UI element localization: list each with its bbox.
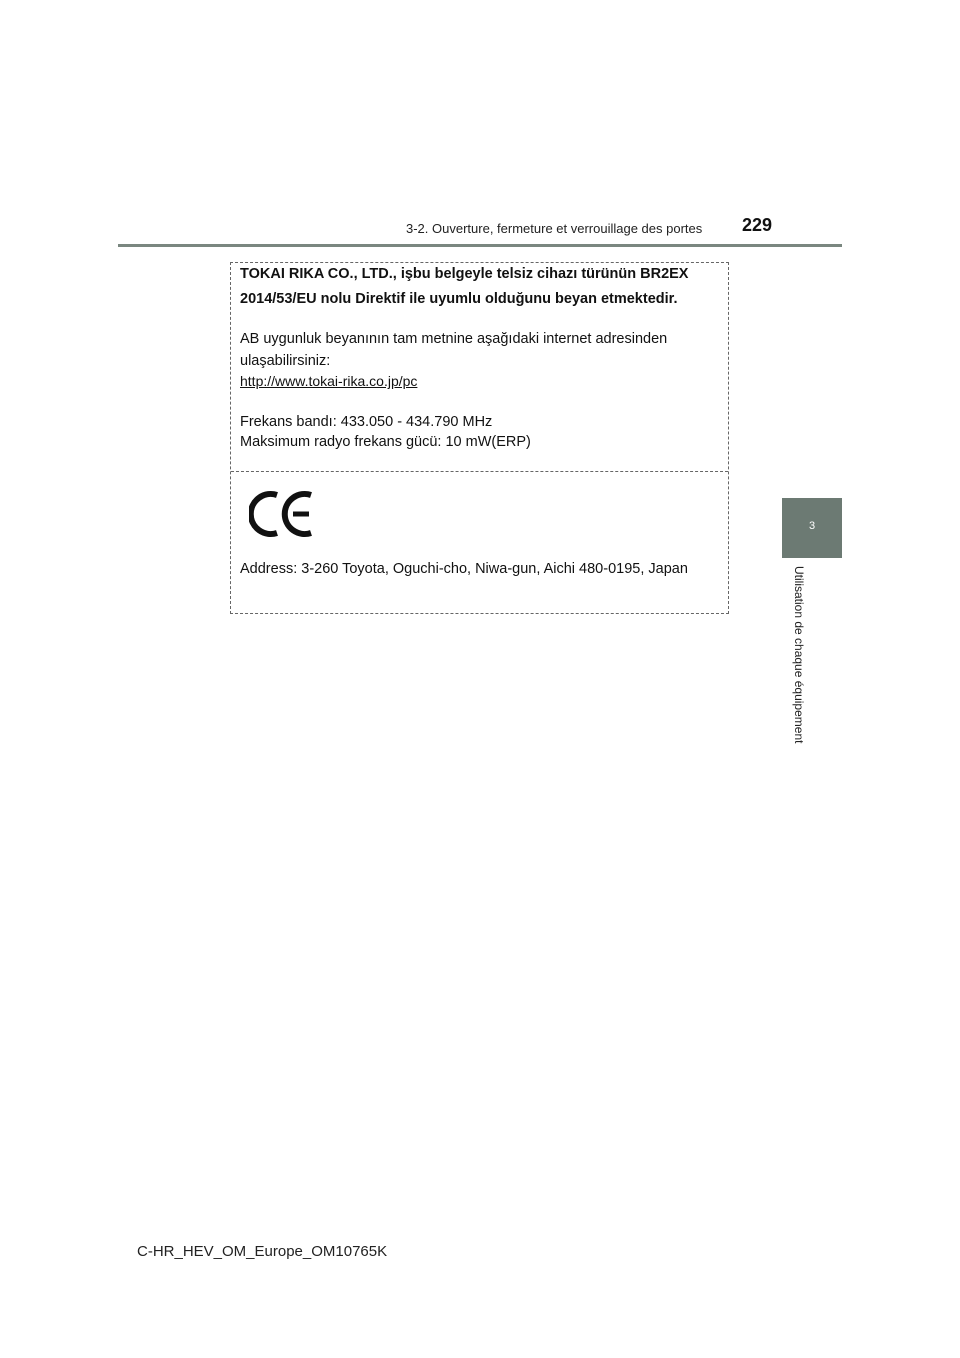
declaration-line-4: ulaşabilirsiniz:: [240, 353, 331, 369]
frequency-band: Frekans bandı: 433.050 - 434.790 MHz: [240, 414, 493, 430]
max-power: Maksimum radyo frekans gücü: 10 mW(ERP): [240, 434, 531, 450]
document-id: C-HR_HEV_OM_Europe_OM10765K: [137, 1243, 388, 1260]
chapter-tab: [782, 498, 842, 558]
header-section-title: 3-2. Ouverture, fermeture et verrouillage des portes: [406, 221, 703, 236]
chapter-number: 3: [808, 520, 816, 532]
header-rule: [118, 244, 842, 247]
declaration-line-1: TOKAI RIKA CO., LTD., işbu belgeyle telsiz cihazı türünün BR2EX: [240, 266, 689, 282]
declaration-box: [230, 262, 729, 614]
declaration-line-2: 2014/53/EU nolu Direktif ile uyumlu olduğunu beyan etmektedir.: [240, 291, 678, 307]
chapter-title: Utilisation de chaque équipement: [792, 566, 806, 744]
page-number: 229: [742, 215, 773, 235]
ce-mark-icon: [249, 489, 315, 539]
declaration-line-3: AB uygunluk beyanının tam metnine aşağıdaki internet adresinden: [240, 331, 668, 347]
declaration-url-link[interactable]: http://www.tokai-rika.co.jp/pc: [240, 373, 418, 389]
declaration-url-row: [240, 373, 417, 390]
manufacturer-address: Address: 3-260 Toyota, Oguchi-cho, Niwa-gun, Aichi 480-0195, Japan: [240, 561, 688, 577]
declaration-text-section: [231, 263, 728, 472]
